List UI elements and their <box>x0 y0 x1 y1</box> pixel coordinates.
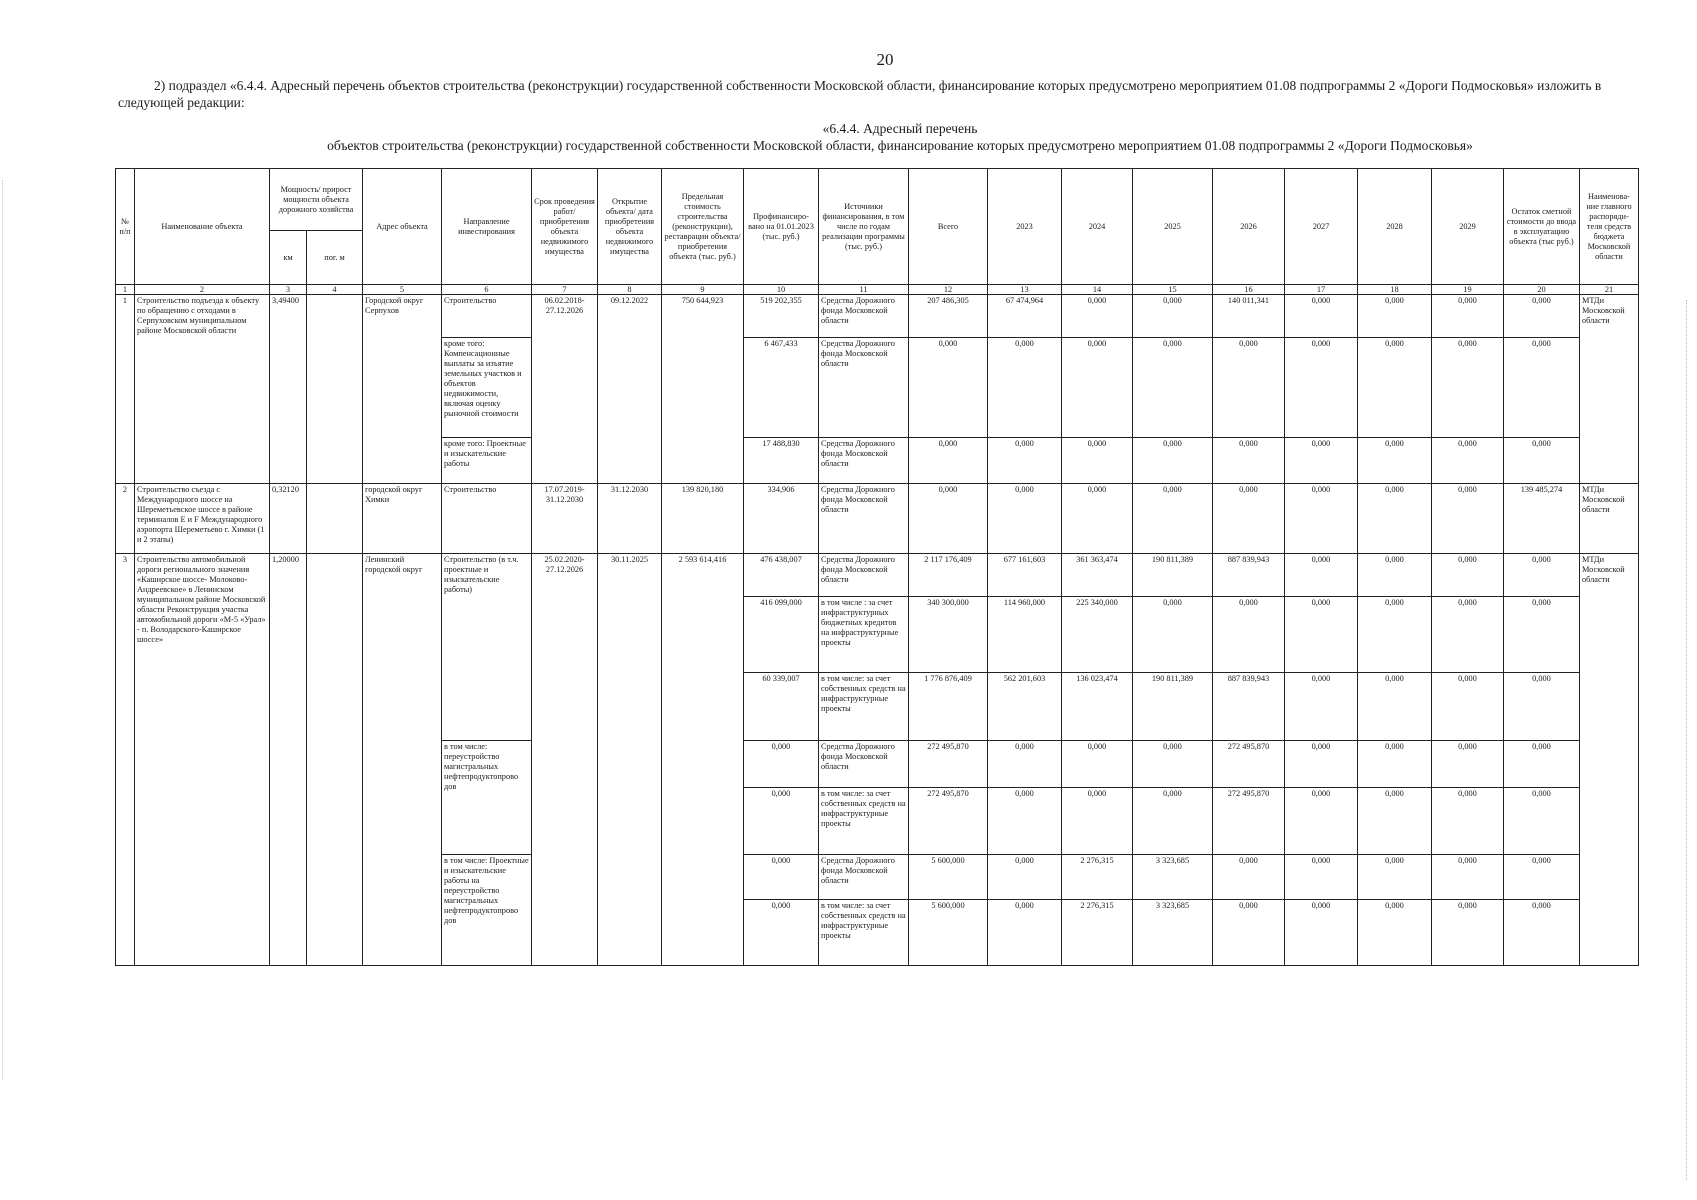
header-num: № п/п <box>116 169 135 285</box>
header-name: Наименование объекта <box>135 169 270 285</box>
source-cell: Средства Дорожного фонда Московской области <box>819 484 909 554</box>
column-number: 20 <box>1504 285 1580 295</box>
scan-edge-artifact-left <box>2 180 4 1080</box>
column-number: 14 <box>1062 285 1133 295</box>
direction-cell: Строительство <box>442 484 532 554</box>
year-value-cell: 67 474,964 <box>988 295 1062 338</box>
year-value-cell: 0,000 <box>1133 484 1213 554</box>
year-value-cell: 0,000 <box>1133 338 1213 438</box>
column-number: 11 <box>819 285 909 295</box>
object-num-cell: 1 <box>116 295 135 484</box>
header-pogm: пог. м <box>307 231 363 285</box>
object-address-cell: городской округ Химки <box>363 484 442 554</box>
year-value-cell: 0,000 <box>1285 788 1358 855</box>
remainder-cell: 0,000 <box>1504 438 1580 484</box>
financed-cell: 476 438,007 <box>744 554 819 597</box>
remainder-cell: 0,000 <box>1504 741 1580 788</box>
remainder-cell: 139 485,274 <box>1504 484 1580 554</box>
year-value-cell: 0,000 <box>1358 900 1432 966</box>
year-value-cell: 0,000 <box>1285 295 1358 338</box>
year-value-cell: 0,000 <box>1432 741 1504 788</box>
year-value-cell: 0,000 <box>1432 597 1504 673</box>
period-cell: 06.02.2018-27.12.2026 <box>532 295 598 484</box>
remainder-cell: 0,000 <box>1504 855 1580 900</box>
direction-cell: кроме того: Компенсационные выплаты за изъятие земельных участков и объектов недвижимости, включая оценку рыночной стоимости <box>442 338 532 438</box>
header-capacity: Мощность/ прирост мощности объекта дорожного хозяйства <box>270 169 363 231</box>
year-value-cell: 0,000 <box>1285 438 1358 484</box>
source-cell: в том числе: за счет собственных средств на инфраструктурные проекты <box>819 788 909 855</box>
remainder-cell: 0,000 <box>1504 788 1580 855</box>
year-value-cell: 0,000 <box>1133 741 1213 788</box>
period-cell: 25.02.2020-27.12.2026 <box>532 554 598 966</box>
year-value-cell: 0,000 <box>1285 673 1358 741</box>
table-row <box>116 295 1639 338</box>
financed-cell: 519 202,355 <box>744 295 819 338</box>
year-value-cell: 0,000 <box>1358 597 1432 673</box>
remainder-cell: 0,000 <box>1504 900 1580 966</box>
column-number: 2 <box>135 285 270 295</box>
direction-cell: в том числе: переустройство магистральных нефтепродуктопрово дов <box>442 741 532 855</box>
year-value-cell: 207 486,305 <box>909 295 988 338</box>
header-2027: 2027 <box>1285 169 1358 285</box>
source-cell: Средства Дорожного фонда Московской области <box>819 295 909 338</box>
financed-cell: 17 488,830 <box>744 438 819 484</box>
year-value-cell: 0,000 <box>988 855 1062 900</box>
object-km-cell: 0,32120 <box>270 484 307 554</box>
manager-cell: МТДи Московской области <box>1580 295 1639 484</box>
year-value-cell: 3 323,685 <box>1133 900 1213 966</box>
source-cell: в том числе: за счет собственных средств на инфраструктурные проекты <box>819 900 909 966</box>
year-value-cell: 0,000 <box>1213 438 1285 484</box>
header-total: Всего <box>909 169 988 285</box>
page-number: 20 <box>876 50 894 69</box>
column-number: 21 <box>1580 285 1639 295</box>
opening-cell: 09.12.2022 <box>598 295 662 484</box>
year-value-cell: 190 811,389 <box>1133 673 1213 741</box>
financed-cell: 0,000 <box>744 900 819 966</box>
year-value-cell: 0,000 <box>1133 597 1213 673</box>
column-number: 9 <box>662 285 744 295</box>
year-value-cell: 0,000 <box>1213 338 1285 438</box>
column-number: 4 <box>307 285 363 295</box>
header-2029: 2029 <box>1432 169 1504 285</box>
header-km: км <box>270 231 307 285</box>
year-value-cell: 0,000 <box>988 484 1062 554</box>
source-cell: Средства Дорожного фонда Московской области <box>819 338 909 438</box>
header-direction: Направление инвестирования <box>442 169 532 285</box>
year-value-cell: 0,000 <box>1285 554 1358 597</box>
direction-cell: Строительство <box>442 295 532 338</box>
financed-cell: 0,000 <box>744 788 819 855</box>
header-manager: Наименова-ние главного распоряди-теля средств бюджета Московской области <box>1580 169 1639 285</box>
year-value-cell: 0,000 <box>1358 788 1432 855</box>
object-km-cell: 3,49400 <box>270 295 307 484</box>
object-pogm-cell <box>307 554 363 966</box>
year-value-cell: 0,000 <box>1133 295 1213 338</box>
object-pogm-cell <box>307 484 363 554</box>
header-financed: Профинансиро-вано на 01.01.2023 (тыс. руб.) <box>744 169 819 285</box>
opening-cell: 30.11.2025 <box>598 554 662 966</box>
year-value-cell: 0,000 <box>1062 788 1133 855</box>
header-2026: 2026 <box>1213 169 1285 285</box>
year-value-cell: 0,000 <box>1358 295 1432 338</box>
year-value-cell: 0,000 <box>1062 338 1133 438</box>
year-value-cell: 0,000 <box>1358 741 1432 788</box>
header-remainder: Остаток сметной стоимости до ввода в эксплуатацию объекта (тыс руб.) <box>1504 169 1580 285</box>
year-value-cell: 2 117 176,409 <box>909 554 988 597</box>
year-value-cell: 0,000 <box>1358 855 1432 900</box>
year-value-cell: 190 811,389 <box>1133 554 1213 597</box>
year-value-cell: 0,000 <box>1062 295 1133 338</box>
year-value-cell: 0,000 <box>1432 554 1504 597</box>
table-title <box>220 120 1580 154</box>
year-value-cell: 887 839,943 <box>1213 673 1285 741</box>
header-address: Адрес объекта <box>363 169 442 285</box>
year-value-cell: 2 276,315 <box>1062 855 1133 900</box>
table-row <box>116 484 1639 554</box>
year-value-cell: 0,000 <box>1133 438 1213 484</box>
year-value-cell: 0,000 <box>1213 900 1285 966</box>
manager-cell: МТДи Московской области <box>1580 484 1639 554</box>
direction-cell: кроме того: Проектные и изыскательские работы <box>442 438 532 484</box>
remainder-cell: 0,000 <box>1504 338 1580 438</box>
year-value-cell: 3 323,685 <box>1133 855 1213 900</box>
year-value-cell: 140 011,341 <box>1213 295 1285 338</box>
year-value-cell: 0,000 <box>988 338 1062 438</box>
column-number: 6 <box>442 285 532 295</box>
header-2023: 2023 <box>988 169 1062 285</box>
object-km-cell: 1,20000 <box>270 554 307 966</box>
column-number: 19 <box>1432 285 1504 295</box>
source-cell: Средства Дорожного фонда Московской области <box>819 855 909 900</box>
column-number: 3 <box>270 285 307 295</box>
year-value-cell: 0,000 <box>1285 597 1358 673</box>
year-value-cell: 0,000 <box>1358 484 1432 554</box>
year-value-cell: 0,000 <box>1432 484 1504 554</box>
source-cell: Средства Дорожного фонда Московской области <box>819 554 909 597</box>
object-num-cell: 3 <box>116 554 135 966</box>
header-2024: 2024 <box>1062 169 1133 285</box>
year-value-cell: 0,000 <box>1133 788 1213 855</box>
year-value-cell: 0,000 <box>1432 438 1504 484</box>
year-value-cell: 0,000 <box>1432 900 1504 966</box>
financed-cell: 6 467,433 <box>744 338 819 438</box>
year-value-cell: 0,000 <box>988 788 1062 855</box>
column-number: 1 <box>116 285 135 295</box>
object-pogm-cell <box>307 295 363 484</box>
column-number: 18 <box>1358 285 1432 295</box>
manager-cell: МТДи Московской области <box>1580 554 1639 966</box>
column-number: 8 <box>598 285 662 295</box>
opening-cell: 31.12.2030 <box>598 484 662 554</box>
table-row <box>116 554 1639 597</box>
limit-cell: 750 644,923 <box>662 295 744 484</box>
object-name-cell: Строительство автомобильной дороги регионального значения «Каширское шоссе- Молоково-Андреевское» в Ленинском муниципальном районе Московской области Реконструкция участка автомобильной дороги «М-5 «Урал» - п. Володарского-Каширское шоссе» <box>135 554 270 966</box>
year-value-cell: 0,000 <box>1358 338 1432 438</box>
financed-cell: 0,000 <box>744 855 819 900</box>
intro-paragraph: 2) подраздел «6.4.4. Адресный перечень объектов строительства (реконструкции) государственной собственности Московской области, финансирование которых предусмотрено мероприятием 01.08 подпрограммы 2 «Дороги Подмосковья» изложить в следующей редакции: <box>118 78 1602 110</box>
year-value-cell: 0,000 <box>1358 438 1432 484</box>
source-cell: в том числе: за счет собственных средств на инфраструктурные проекты <box>819 673 909 741</box>
object-name-cell: Строительство съезда с Международного шоссе на Шереметьевское шоссе в районе терминалов E и F Международного аэропорта Шереметьево г. Химки (1 и 2 этапы) <box>135 484 270 554</box>
table-title-line1: «6.4.4. Адресный перечень <box>822 121 978 136</box>
year-value-cell: 0,000 <box>1213 597 1285 673</box>
year-value-cell: 5 600,000 <box>909 855 988 900</box>
object-num-cell: 2 <box>116 484 135 554</box>
year-value-cell: 0,000 <box>988 900 1062 966</box>
source-cell: Средства Дорожного фонда Московской области <box>819 741 909 788</box>
header-sources: Источники финансирования, в том числе по годам реализации программы (тыс. руб.) <box>819 169 909 285</box>
column-number: 16 <box>1213 285 1285 295</box>
year-value-cell: 562 201,603 <box>988 673 1062 741</box>
year-value-cell: 0,000 <box>1285 900 1358 966</box>
year-value-cell: 0,000 <box>1285 855 1358 900</box>
column-number: 15 <box>1133 285 1213 295</box>
financed-cell: 0,000 <box>744 741 819 788</box>
object-name-cell: Строительство подъезда к объекту по обращению с отходами в Серпуховском муниципальном районе Московской области <box>135 295 270 484</box>
table-title-line2: объектов строительства (реконструкции) государственной собственности Московской области, финансирование которых предусмотрено мероприятием 01.08 подпрограммы 2 «Дороги Подмосковья» <box>327 138 1473 153</box>
year-value-cell: 361 363,474 <box>1062 554 1133 597</box>
address-list-table <box>115 168 1639 966</box>
year-value-cell: 272 495,870 <box>1213 741 1285 788</box>
table-body <box>116 285 1639 966</box>
direction-cell: Строительство (в т.ч. проектные и изыскательские работы) <box>442 554 532 741</box>
period-cell: 17.07.2019-31.12.2030 <box>532 484 598 554</box>
column-number: 12 <box>909 285 988 295</box>
year-value-cell: 0,000 <box>1285 484 1358 554</box>
year-value-cell: 0,000 <box>1358 673 1432 741</box>
year-value-cell: 0,000 <box>1285 338 1358 438</box>
year-value-cell: 272 495,870 <box>1213 788 1285 855</box>
remainder-cell: 0,000 <box>1504 295 1580 338</box>
year-value-cell: 887 839,943 <box>1213 554 1285 597</box>
year-value-cell: 225 340,000 <box>1062 597 1133 673</box>
direction-cell: в том числе: Проектные и изыскательские работы на переустройство магистральных нефтепродуктопрово дов <box>442 855 532 966</box>
column-number: 17 <box>1285 285 1358 295</box>
year-value-cell: 677 161,603 <box>988 554 1062 597</box>
year-value-cell: 0,000 <box>1432 855 1504 900</box>
remainder-cell: 0,000 <box>1504 554 1580 597</box>
column-number-row <box>116 285 1639 295</box>
limit-cell: 2 593 614,416 <box>662 554 744 966</box>
year-value-cell: 0,000 <box>1213 484 1285 554</box>
year-value-cell: 0,000 <box>1062 741 1133 788</box>
financed-cell: 334,906 <box>744 484 819 554</box>
financed-cell: 60 339,007 <box>744 673 819 741</box>
object-address-cell: Ленинский городской округ <box>363 554 442 966</box>
year-value-cell: 0,000 <box>1062 484 1133 554</box>
year-value-cell: 136 023,474 <box>1062 673 1133 741</box>
column-number: 5 <box>363 285 442 295</box>
year-value-cell: 1 776 876,409 <box>909 673 988 741</box>
year-value-cell: 0,000 <box>1062 438 1133 484</box>
object-address-cell: Городской округ Серпухов <box>363 295 442 484</box>
year-value-cell: 0,000 <box>1213 855 1285 900</box>
column-number: 13 <box>988 285 1062 295</box>
limit-cell: 139 820,180 <box>662 484 744 554</box>
year-value-cell: 272 495,870 <box>909 741 988 788</box>
year-value-cell: 0,000 <box>909 438 988 484</box>
year-value-cell: 2 276,315 <box>1062 900 1133 966</box>
remainder-cell: 0,000 <box>1504 597 1580 673</box>
header-period: Срок проведения работ/ приобретения объекта недвижимого имущества <box>532 169 598 285</box>
header-opening: Открытие объекта/ дата приобретения объекта недвижимого имущества <box>598 169 662 285</box>
source-cell: в том числе : за счет инфраструктурных бюджетных кредитов на инфраструктурные проекты <box>819 597 909 673</box>
scan-edge-artifact <box>1686 300 1689 1180</box>
year-value-cell: 0,000 <box>909 338 988 438</box>
year-value-cell: 5 600,000 <box>909 900 988 966</box>
year-value-cell: 114 960,000 <box>988 597 1062 673</box>
header-2025: 2025 <box>1133 169 1213 285</box>
year-value-cell: 0,000 <box>1358 554 1432 597</box>
year-value-cell: 272 495,870 <box>909 788 988 855</box>
year-value-cell: 340 300,000 <box>909 597 988 673</box>
year-value-cell: 0,000 <box>1285 741 1358 788</box>
year-value-cell: 0,000 <box>1432 295 1504 338</box>
column-number: 7 <box>532 285 598 295</box>
year-value-cell: 0,000 <box>909 484 988 554</box>
year-value-cell: 0,000 <box>1432 788 1504 855</box>
year-value-cell: 0,000 <box>988 438 1062 484</box>
financed-cell: 416 099,000 <box>744 597 819 673</box>
header-limit: Предельная стоимость строительства (реконструкции), реставрации объекта/ приобретения объекта (тыс. руб.) <box>662 169 744 285</box>
year-value-cell: 0,000 <box>1432 338 1504 438</box>
source-cell: Средства Дорожного фонда Московской области <box>819 438 909 484</box>
address-list-table-wrapper <box>115 168 1639 966</box>
remainder-cell: 0,000 <box>1504 673 1580 741</box>
year-value-cell: 0,000 <box>1432 673 1504 741</box>
column-number: 10 <box>744 285 819 295</box>
header-2028: 2028 <box>1358 169 1432 285</box>
year-value-cell: 0,000 <box>988 741 1062 788</box>
